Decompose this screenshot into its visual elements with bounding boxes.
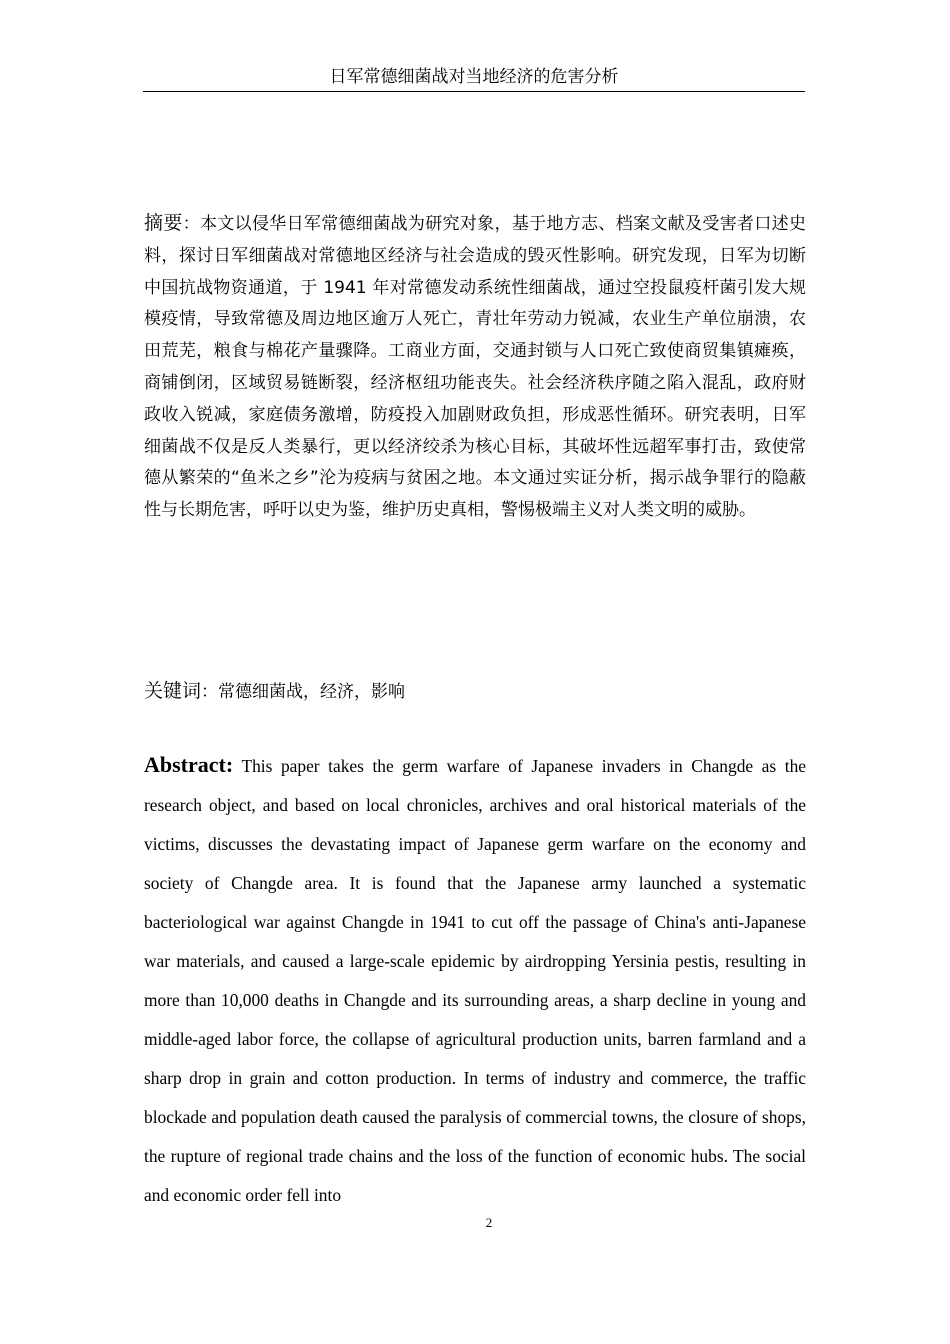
english-abstract-label: Abstract: <box>144 752 234 777</box>
page-number: 2 <box>485 1215 493 1230</box>
english-abstract-text: This paper takes the germ warfare of Japanese invaders in Changde as the research object, and based on local chronicles, archives and oral historical materials of the victims, discusses the devastating impact of Japanese germ warfare on the economy and society of Changde area. It is found that the Japanese army launched a systematic bacteriological war against Changde in 1941 to cut off the passage of China's anti-Japanese war materials, and caused a large-scale epidemic by airdropping Yersinia pestis, resulting in more than 10,000 deaths in Changde and its surrounding areas, a sharp decline in young and middle-aged labor force, the collapse of agricultural production units, barren farmland and a sharp drop in grain and cotton production. In terms of industry and commerce, the traffic blockade and population death caused the paralysis of commercial towns, the closure of shops, the rupture of regional trade chains and the loss of the function of economic hubs. The social and economic order fell into <box>144 756 806 1205</box>
running-header <box>143 64 805 92</box>
chinese-keywords-separator: ： <box>201 682 219 702</box>
chinese-keywords <box>144 676 806 707</box>
chinese-keywords-label: 关键词 <box>144 680 202 702</box>
chinese-abstract-separator: ： <box>182 214 200 234</box>
running-header-title: 日军常德细菌战对当地经济的危害分析 <box>329 67 619 87</box>
chinese-abstract-text: 本文以侵华日军常德细菌战为研究对象，基于地方志、档案文献及受害者口述史料，探讨日军细菌战对常德地区经济与社会造成的毁灭性影响。研究发现，日军为切断中国抗战物资通道，于 1941 年对常德发动系统性细菌战，通过空投鼠疫杆菌引发大规模疫情，导致常德及周边地区逾万人死亡，青壮年劳动力锐减，农业生产单位崩溃，农田荒芜，粮食与棉花产量骤降。工商业方面，交通封锁与人口死亡致使商贸集镇瘫痪，商铺倒闭，区域贸易链断裂，经济枢纽功能丧失。社会经济秩序随之陷入混乱，政府财政收入锐减，家庭债务激增，防疫投入加剧财政负担，形成恶性循环。研究表明，日军细菌战不仅是反人类暴行，更以经济绞杀为核心目标，其破坏性远超军事打击，致使常德从繁荣的“鱼米之乡”沦为疫病与贫困之地。本文通过实证分析，揭示战争罪行的隐蔽性与长期危害，呼吁以史为鉴，维护历史真相，警惕极端主义对人类文明的威胁。 <box>144 214 806 521</box>
chinese-abstract-label: 摘要 <box>144 212 183 234</box>
english-abstract <box>144 745 806 1215</box>
chinese-abstract <box>144 208 806 527</box>
chinese-keywords-text: 常德细菌战，经济，影响 <box>218 682 406 702</box>
